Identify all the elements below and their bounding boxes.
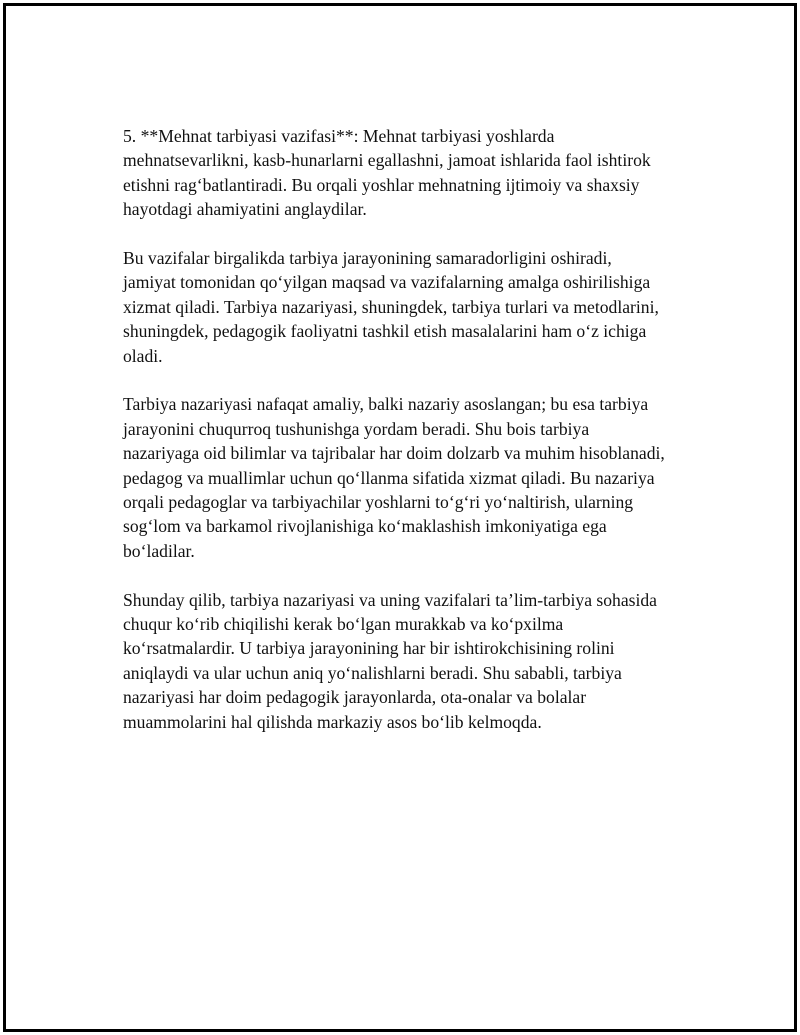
paragraph-line: aniqlaydi va ular uchun aniq yo‘nalishlarni beradi. Shu sababli, tarbiya bbox=[123, 662, 622, 683]
paragraph-labor-education bbox=[123, 124, 723, 222]
document-body bbox=[123, 124, 723, 759]
paragraph-line: nazariyasi har doim pedagogik jarayonlarda, ota-onalar va bolalar bbox=[123, 687, 587, 708]
paragraph-line: bo‘ladilar. bbox=[123, 540, 195, 561]
paragraph-line: muammolarini hal qilishda markaziy asos bo‘lib kelmoqda. bbox=[123, 711, 542, 732]
paragraph-line: sog‘lom va barkamol rivojlanishiga ko‘maklashish imkoniyatiga ega bbox=[123, 516, 607, 537]
paragraph-line: shuningdek, pedagogik faoliyatni tashkil etish masalalarini ham o‘z ichiga bbox=[123, 321, 647, 342]
paragraph-theory-practice bbox=[123, 392, 723, 563]
paragraph-conclusion bbox=[123, 588, 723, 734]
paragraph-line: xizmat qiladi. Tarbiya nazariyasi, shuningdek, tarbiya turlari va metodlarini, bbox=[123, 296, 659, 317]
paragraph-line: Bu vazifalar birgalikda tarbiya jarayonining samaradorligini oshiradi, bbox=[123, 248, 612, 269]
paragraph-line: orqali pedagoglar va tarbiyachilar yoshlarni to‘g‘ri yo‘naltirish, ularning bbox=[123, 492, 634, 513]
paragraph-line: chuqur ko‘rib chiqilishi kerak bo‘lgan murakkab va ko‘pxilma bbox=[123, 614, 564, 635]
paragraph-line: Shunday qilib, tarbiya nazariyasi va uning vazifalari ta’lim-tarbiya sohasida bbox=[123, 589, 657, 610]
paragraph-tasks-together bbox=[123, 246, 723, 368]
paragraph-line: mehnatsevarlikni, kasb-hunarlarni egallashni, jamoat ishlarida faol ishtirok bbox=[123, 150, 651, 171]
paragraph-line: hayotdagi ahamiyatini anglaydilar. bbox=[123, 199, 367, 220]
paragraph-line: jamiyat tomonidan qo‘yilgan maqsad va vazifalarning amalga oshirilishiga bbox=[123, 272, 651, 293]
paragraph-line: nazariyaga oid bilimlar va tajribalar har doim dolzarb va muhim hisoblanadi, bbox=[123, 443, 665, 464]
paragraph-line: Tarbiya nazariyasi nafaqat amaliy, balki nazariy asoslangan; bu esa tarbiya bbox=[123, 394, 649, 415]
paragraph-line: ko‘rsatmalardir. U tarbiya jarayonining har bir ishtirokchisining rolini bbox=[123, 638, 615, 659]
paragraph-line: pedagog va muallimlar uchun qo‘llanma sifatida xizmat qiladi. Bu nazariya bbox=[123, 467, 655, 488]
paragraph-line: etishni rag‘batlantiradi. Bu orqali yoshlar mehnatning ijtimoiy va shaxsiy bbox=[123, 174, 640, 195]
paragraph-line: oladi. bbox=[123, 345, 163, 366]
paragraph-line: 5. **Mehnat tarbiyasi vazifasi**: Mehnat tarbiyasi yoshlarda bbox=[123, 126, 555, 146]
page-frame bbox=[3, 3, 797, 1032]
paragraph-line: jarayonini chuqurroq tushunishga yordam beradi. Shu bois tarbiya bbox=[123, 418, 590, 439]
